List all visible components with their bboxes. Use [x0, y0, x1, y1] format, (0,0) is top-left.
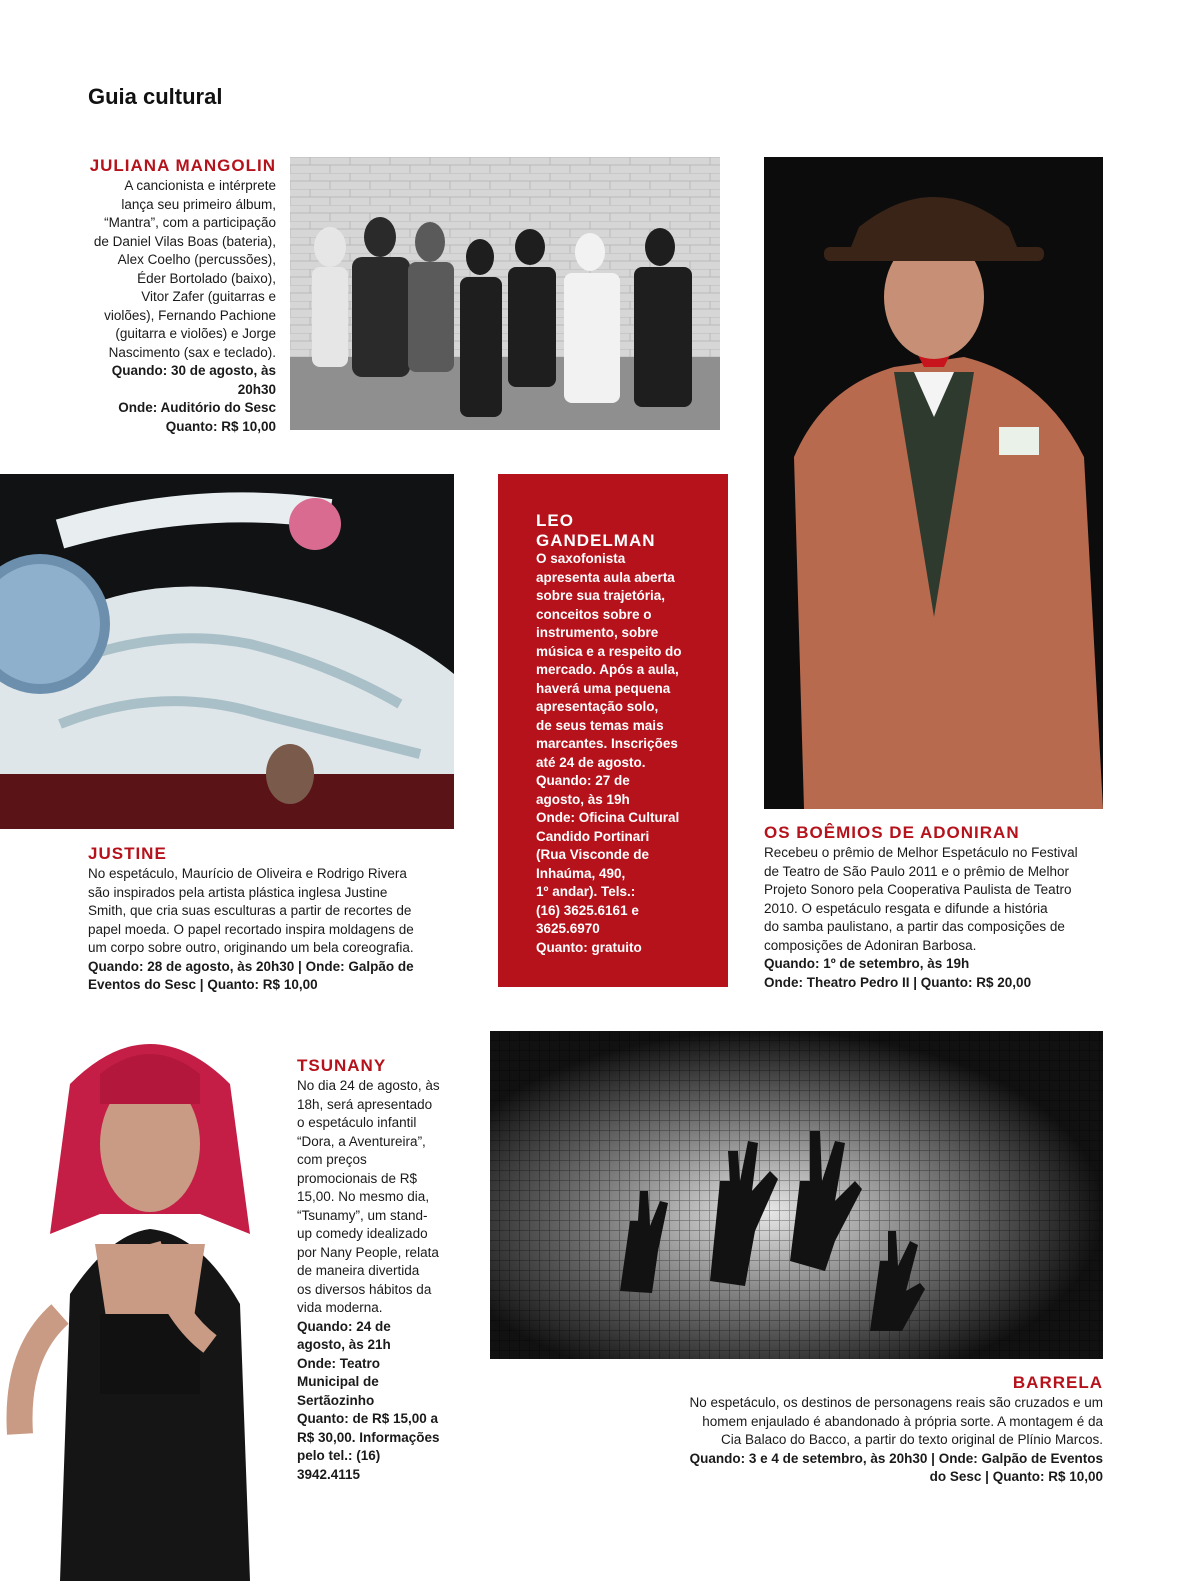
juliana-title: JULIANA MANGOLIN: [89, 156, 276, 175]
boemios-text: Recebeu o prêmio de Melhor Espetáculo no Festival de Teatro de São Paulo 2011 e o prêmio de Melhor Projeto Sonoro pela Cooperativa Paulista de Teatro 2010. O espetáculo resgata e difunde a história do samba paulistano, a partir das composições de composições de Adoniran Barbosa. Quando: 1º de setembro, às 19h Onde: Theatro Pedro II | Quanto: R$ 20,00: [764, 845, 1078, 990]
leo-title: LEO GANDELMAN: [536, 511, 656, 550]
tsunany-title: TSUNANY: [297, 1056, 387, 1075]
boemios-title: OS BOÊMIOS DE ADONIRAN: [764, 823, 1020, 842]
justine-title: JUSTINE: [88, 844, 167, 863]
adoniran-actor-photo: [764, 157, 1103, 809]
justine-photo: [0, 474, 454, 829]
tsunany-text: No dia 24 de agosto, às 18h, será apresentado o espetáculo infantil “Dora, a Aventureira”, com preços promocionais de R$ 15,00. No mesmo dia, “Tsunamy”, um stand- up comedy idealizado por Nany People, relata de maneira divertida os diversos hábitos da vida moderna. Quando: 24 de agosto, às 21h Onde: Teatro Municipal de Sertãozinho Quanto: de R$ 15,00 a R$ 30,00. Informações pelo tel.: (16) 3942.4115: [297, 1078, 440, 1482]
section-title: Guia cultural: [88, 84, 223, 109]
leo-text: O saxofonista apresenta aula aberta sobre sua trajetória, conceitos sobre o instrumento, sobre música e a respeito do mercado. Após a aula, haverá uma pequena apresentação solo, de seus temas mais marcantes. Inscrições até 24 de agosto. Quando: 27 de agosto, às 19h Onde: Oficina Cultural Candido Portinari (Rua Visconde de Inhaúma, 490, 1º andar). Tels.: (16) 3625.6161 e 3625.6970 Quanto: gratuito: [536, 551, 682, 955]
juliana-text: A cancionista e intérprete lança seu primeiro álbum, “Mantra”, com a participação de Daniel Vilas Boas (bateria), Alex Coelho (percussões), Éder Bortolado (baixo), Vitor Zafer (guitarras e violões), Fernando Pachione (guitarra e violões) e Jorge Nascimento (sax e teclado). Quando: 30 de agosto, às 20h30 Onde: Auditório do Sesc Quanto: R$ 10,00: [93, 178, 276, 434]
barrela-title: BARRELA: [1012, 1373, 1103, 1392]
band-photo: [290, 157, 720, 430]
tsunany-performer-photo: [0, 1014, 290, 1581]
barrela-text: No espetáculo, os destinos de personagens reais são cruzados e um homem enjaulado é abandonado à própria sorte. A montagem é da Cia Balaco do Bacco, a partir do texto original de Plínio Marcos. Quando: 3 e 4 de setembro, às 20h30 | Onde: Galpão de Eventos do Sesc | Quanto: R$ 10,00: [689, 1395, 1103, 1484]
leo-gandelman-box: [498, 474, 728, 987]
barrela-photo: [490, 1031, 1103, 1359]
justine-text: No espetáculo, Maurício de Oliveira e Rodrigo Rivera são inspirados pela artista plástica inglesa Justine Smith, que cria suas esculturas a partir de recortes de papel moeda. O papel recortado inspira moldagens de um corpo sobre outro, originando um bela coreografia. Quando: 28 de agosto, às 20h30 | Onde: Galpão de Eventos do Sesc | Quanto: R$ 10,00: [88, 866, 414, 992]
